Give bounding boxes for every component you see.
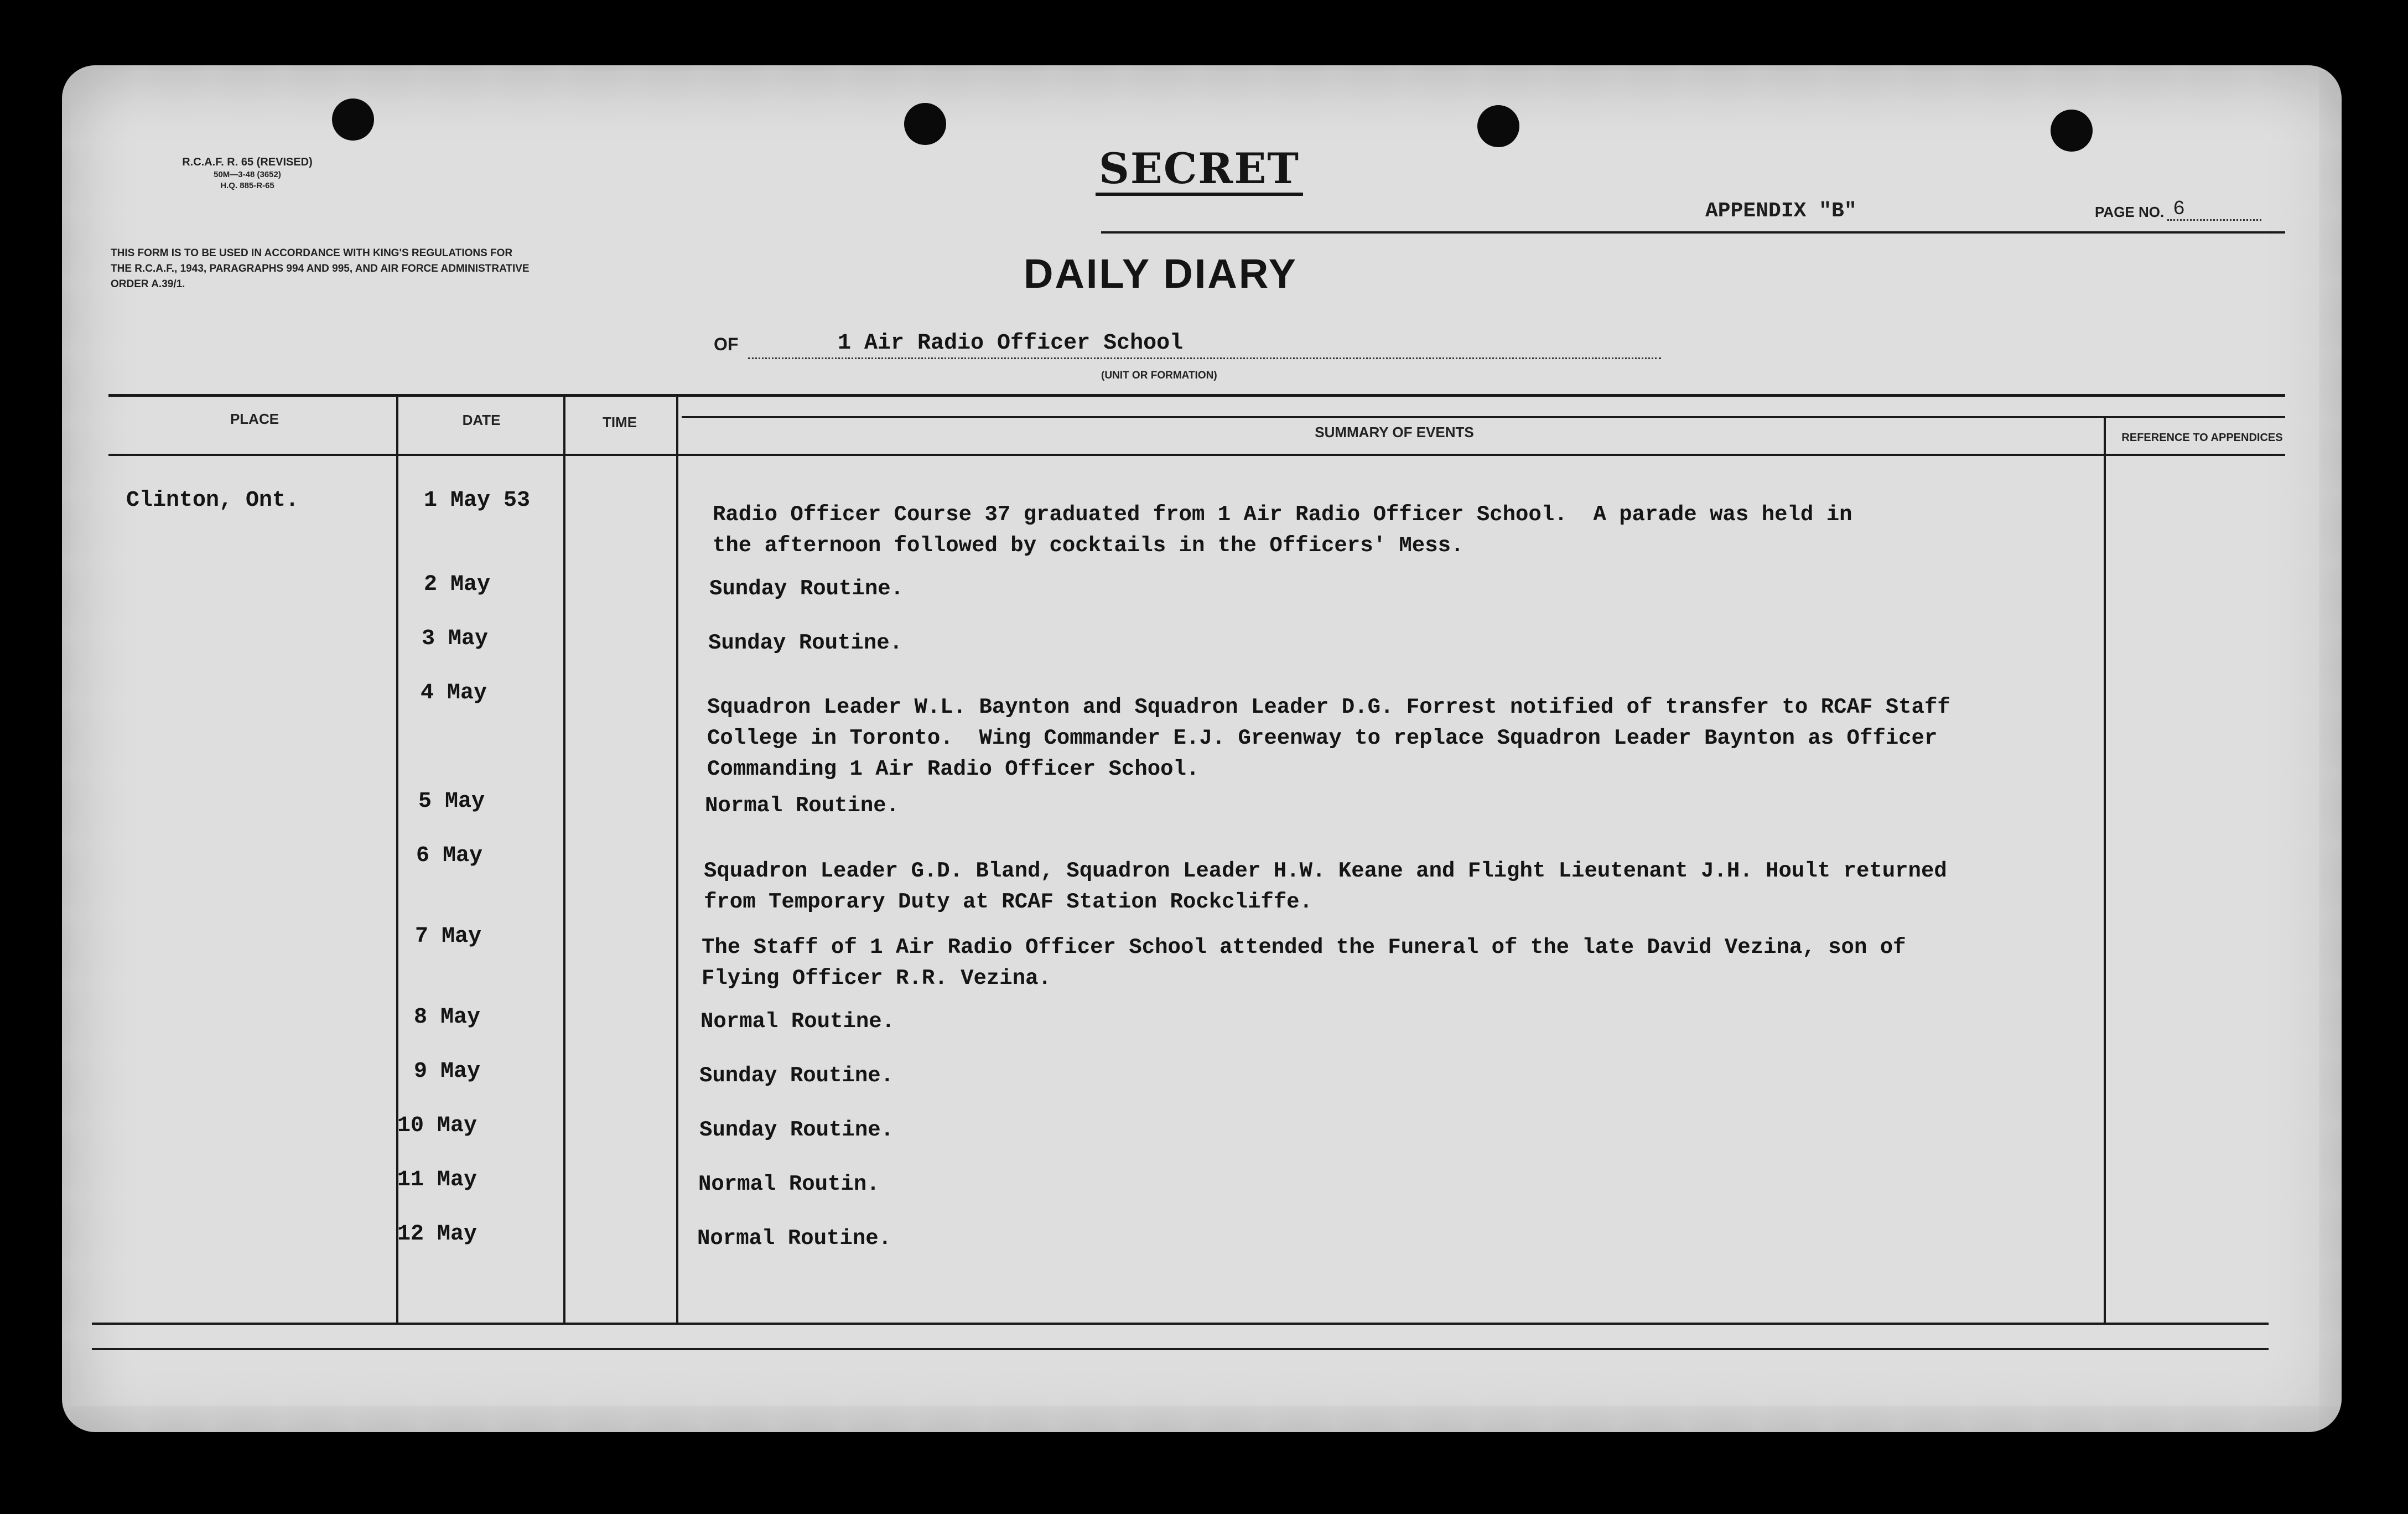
card-bottom-rule <box>92 1348 2269 1350</box>
header-rule <box>1101 231 2285 234</box>
entry-summary: Radio Officer Course 37 graduated from 1 Air Radio Officer School. A parade was held in the afternoon followed by cocktails in the Officers' Mess. <box>713 502 1852 558</box>
entry-date: 8 May <box>414 1005 481 1030</box>
column-header-reference: REFERENCE TO APPENDICES <box>2121 432 2283 444</box>
entry-summary: The Staff of 1 Air Radio Officer School attended the Funeral of the late David Vezina, son of Flying Officer R.R. Vezina. <box>702 935 1906 991</box>
column-divider <box>563 394 565 1324</box>
entry-date: 6 May <box>416 843 483 868</box>
unit-name: 1 Air Radio Officer School <box>838 331 1184 356</box>
entry-summary: Normal Routine. <box>697 1226 892 1251</box>
entry-date: 3 May <box>422 626 489 651</box>
punch-hole <box>1477 105 1519 147</box>
column-divider <box>676 394 678 1324</box>
table-bottom-rule <box>92 1323 2269 1325</box>
page-number <box>2095 199 2261 221</box>
unit-caption: (UNIT OR FORMATION) <box>1101 370 1217 381</box>
entry-date: 5 May <box>418 789 485 814</box>
entry-date: 10 May <box>397 1113 478 1138</box>
form-number: R.C.A.F. R. 65 (REVISED) <box>182 156 313 168</box>
entry-place: Clinton, Ont. <box>126 488 299 513</box>
page-title: DAILY DIARY <box>1024 251 1298 297</box>
entry-date: 1 May 53 <box>424 488 531 513</box>
page-number-value: 6 <box>2167 199 2261 221</box>
hq-code: H.Q. 885-R-65 <box>220 181 274 190</box>
table-header-rule <box>108 454 2285 456</box>
entry-date: 12 May <box>397 1222 478 1247</box>
entry-date: 2 May <box>424 572 491 597</box>
punch-hole <box>2051 110 2093 152</box>
entry-summary: Squadron Leader W.L. Baynton and Squadron Leader D.G. Forrest notified of transfer to RCAF Staff College in Toronto. Wing Commander E.J. Greenway to replace Squadron Leader Baynton as Officer Commanding 1 Air Radio Officer School. <box>707 695 1950 781</box>
entry-summary: Normal Routin. <box>698 1172 880 1196</box>
page-number-label: PAGE NO. <box>2095 204 2165 220</box>
table-top-rule-2 <box>682 416 2285 418</box>
print-code: 50M—3-48 (3652) <box>214 170 281 179</box>
entry-summary: Sunday Routine. <box>708 631 903 655</box>
column-header-summary: SUMMARY OF EVENTS <box>1315 424 1474 440</box>
punch-hole <box>904 103 946 145</box>
entry-date: 9 May <box>414 1059 481 1084</box>
classification-stamp: SECRET <box>1096 145 1303 196</box>
table-top-rule <box>108 394 2285 397</box>
punch-hole <box>332 98 374 141</box>
entry-summary: Normal Routine. <box>700 1009 895 1034</box>
entry-summary: Normal Routine. <box>705 794 900 818</box>
column-divider <box>2104 416 2106 1324</box>
appendix-label: APPENDIX "B" <box>1705 199 1857 223</box>
entry-summary: Sunday Routine. <box>709 577 904 601</box>
entry-summary: Squadron Leader G.D. Bland, Squadron Leader H.W. Keane and Flight Lieutenant J.H. Hoult returned from Temporary Duty at RCAF Station Rockcliffe. <box>704 859 1947 914</box>
entry-date: 7 May <box>415 924 482 949</box>
column-header-place: PLACE <box>230 411 279 427</box>
of-label: OF <box>714 334 739 354</box>
entry-summary: Sunday Routine. <box>699 1064 894 1088</box>
column-header-time: TIME <box>602 414 637 431</box>
entry-date: 11 May <box>397 1168 478 1192</box>
column-header-date: DATE <box>462 412 501 428</box>
form-identification <box>128 155 366 191</box>
form-usage-note: THIS FORM IS TO BE USED IN ACCORDANCE WITH KING'S REGULATIONS FOR THE R.C.A.F., 1943, PARAGRAPHS 994 AND 995, AND AIR FORCE ADMINISTRATIVE ORDER A.39/1. <box>111 247 530 290</box>
entry-date: 4 May <box>421 681 487 706</box>
entry-summary: Sunday Routine. <box>699 1118 894 1142</box>
